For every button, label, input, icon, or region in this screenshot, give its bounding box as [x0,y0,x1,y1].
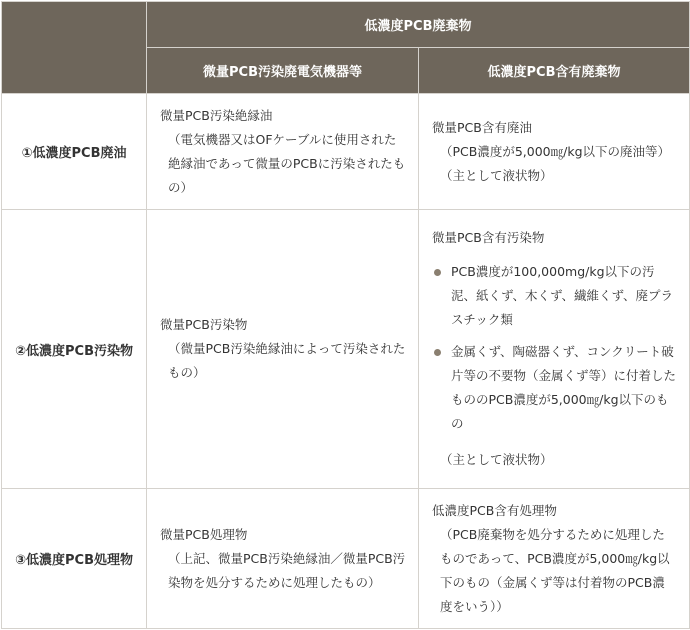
cell-title: 微量PCB処理物 [160,526,248,542]
header-top: 低濃度PCB廃棄物 [147,2,690,48]
header-corner-cell [2,2,147,94]
cell-title: 微量PCB汚染物 [160,317,248,332]
cell-description: （電気機器又はOFケーブルに使用された絶縁油であって微量のPCBに汚染されたもの） [168,131,406,195]
header-col-low-concentration: 低濃度PCB含有廃棄物 [419,48,690,94]
cell-title: 微量PCB含有汚染物 [432,230,545,245]
cell-title: 低濃度PCB含有処理物 [432,502,557,518]
table-row [2,94,690,210]
cell-trace-waste-oil [147,94,419,210]
cell-title: 微量PCB汚染絶縁油 [160,107,273,123]
cell-trace-contaminated [147,210,419,489]
cell-description: （微量PCB汚染絶縁油によって汚染されたもの） [168,341,406,380]
list-item: 金属くず、陶磁器くず、コンクリート破片等の不要物（金属くず等）に付着したもののPCB濃度が5,000㎎/kg以下のもの [432,340,677,436]
bullet-list [432,260,677,436]
row-label-waste-oil: ①低濃度PCB廃油 [2,94,147,210]
row-label-contaminated: ②低濃度PCB汚染物 [2,210,147,489]
cell-description: （上記、微量PCB汚染絶縁油／微量PCB汚染物を処分するために処理したもの） [168,550,406,590]
table-row [2,489,690,629]
list-item: PCB濃度が100,000mg/kg以下の汚泥、紙くず、木くず、繊維くず、廃プラスチック類 [432,260,677,332]
cell-title: 微量PCB含有廃油 [432,119,532,135]
cell-note: （主として液状物） [440,452,553,467]
pcb-classification-table [1,1,690,629]
cell-description: （PCB濃度が5,000㎎/kg以下の廃油等） [440,143,671,159]
table-row [2,210,690,489]
cell-low-contaminated [419,210,690,489]
cell-note: （主として液状物） [440,167,553,183]
cell-low-waste-oil [419,94,690,210]
bullet-dot-icon [434,349,441,356]
cell-low-treated [419,489,690,629]
cell-description: （PCB廃棄物を処分するために処理したものであって、PCB濃度が5,000㎎/kg以下のもの（金属くず等は付着物のPCB濃度をいう）） [440,526,670,614]
cell-trace-treated [147,489,419,629]
header-col-trace-equipment: 微量PCB汚染廃電気機器等 [147,48,419,94]
row-label-treated: ③低濃度PCB処理物 [2,489,147,629]
bullet-dot-icon [434,269,441,276]
